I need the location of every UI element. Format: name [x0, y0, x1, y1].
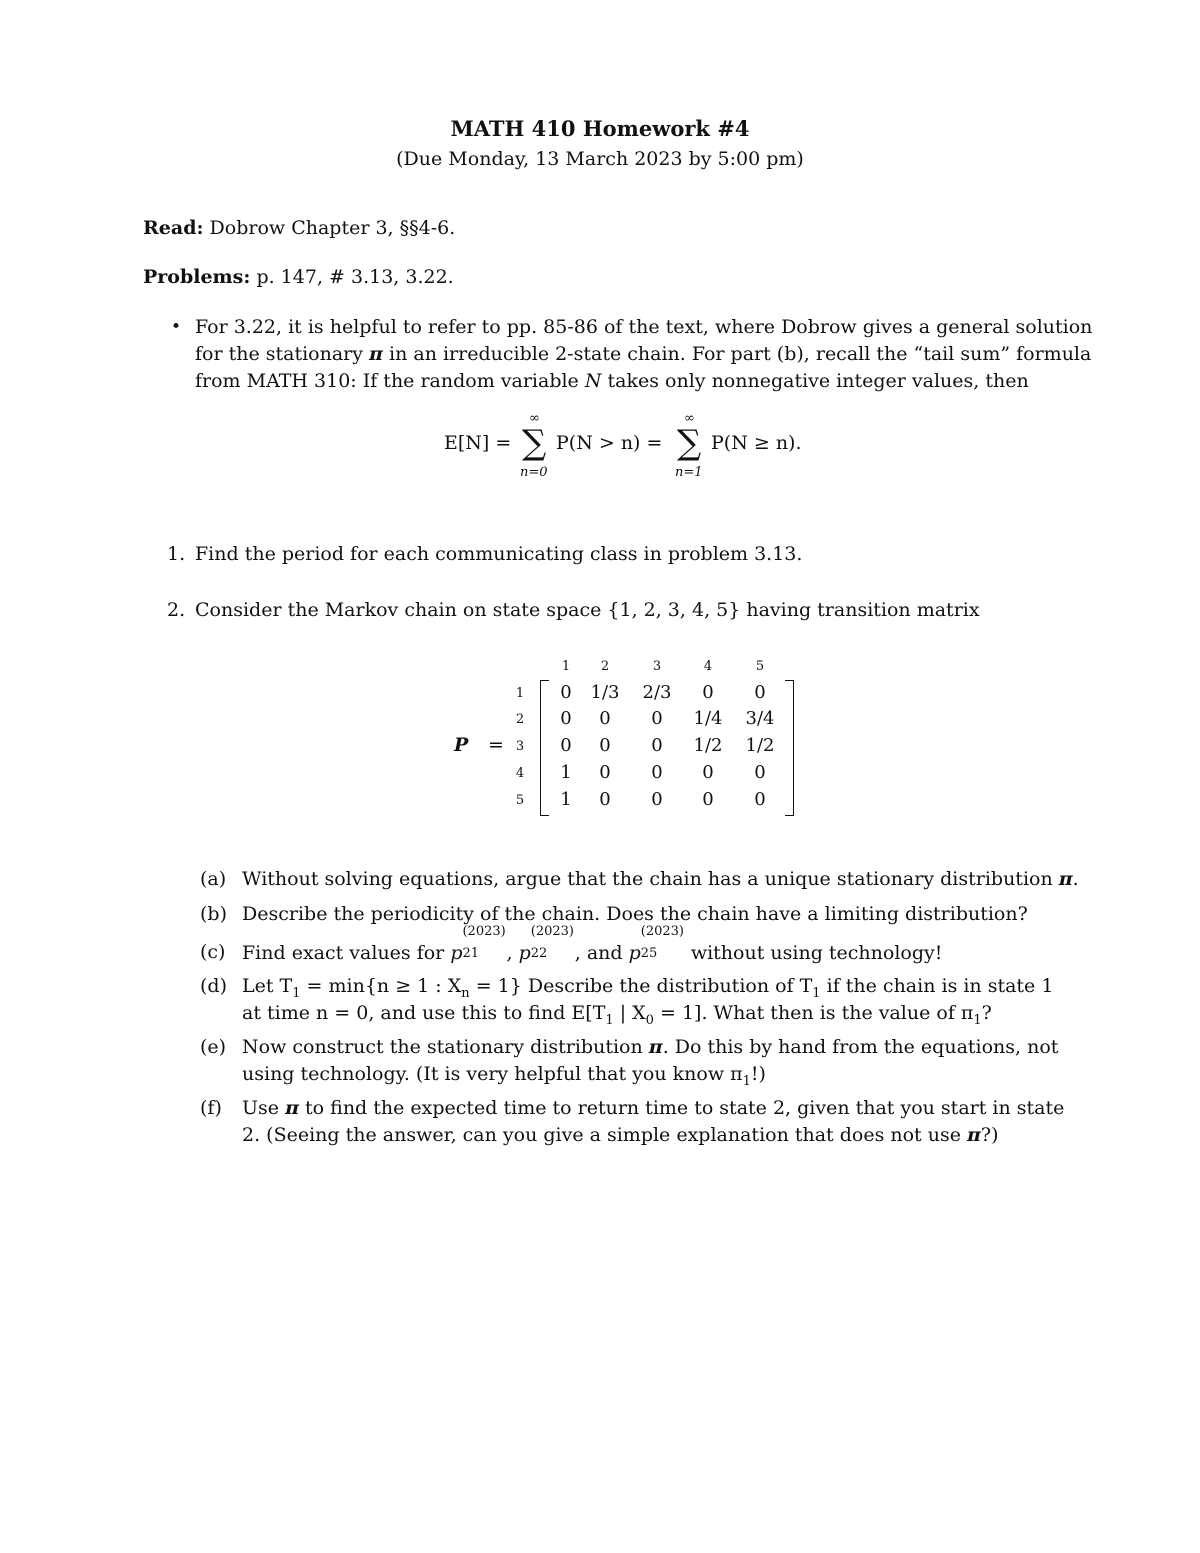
- problems-text: p. 147, # 3.13, 3.22.: [256, 266, 454, 288]
- matrix-cell: 1/3: [590, 682, 620, 703]
- matrix-row-label: 4: [515, 766, 525, 781]
- matrix-cell: 0: [651, 708, 663, 729]
- matrix-right-bracket: [785, 680, 794, 816]
- matrix-cell: 1/2: [745, 735, 775, 756]
- sum2-sigma: ∑: [677, 423, 702, 463]
- matrix-equals: =: [488, 734, 504, 756]
- matrix-cell: 0: [560, 735, 572, 756]
- matrix-cell: 0: [702, 682, 714, 703]
- matrix-cell: 0: [702, 789, 714, 810]
- sum2-lower: n=1: [675, 465, 703, 480]
- formula-term2: P(N ≥ n).: [711, 432, 802, 454]
- matrix-cell: 0: [599, 789, 611, 810]
- matrix-cell: 0: [754, 789, 766, 810]
- matrix-col-label: 3: [652, 659, 662, 674]
- matrix-cell: 0: [754, 682, 766, 703]
- bullet-line-2: for the stationary π in an irreducible 2-state chain. For part (b), recall the “tail sum” formula: [195, 343, 1092, 365]
- formula-lhs: E[N] =: [444, 432, 512, 454]
- header: [0, 114, 1200, 174]
- matrix-cell: 1/2: [693, 735, 723, 756]
- due-date: (Due Monday, 13 March 2023 by 5:00 pm): [396, 148, 804, 170]
- matrix-label: P: [454, 734, 469, 756]
- matrix-row-label: 3: [515, 739, 525, 754]
- bullet-line-1: For 3.22, it is helpful to refer to pp. 85-86 of the text, where Dobrow gives a general solution: [195, 316, 1093, 338]
- matrix-cell: 1/4: [693, 708, 723, 729]
- matrix-row-label: 2: [515, 712, 525, 727]
- problems-line: [143, 264, 454, 291]
- bullet-line-3: from MATH 310: If the random variable N takes only nonnegative integer values, then: [195, 370, 1029, 392]
- matrix-col-label: 2: [600, 659, 610, 674]
- matrix-col-label: 5: [755, 659, 765, 674]
- matrix-cell: 1: [560, 762, 572, 783]
- matrix-col-label: 4: [703, 659, 713, 674]
- matrix-cell: 0: [651, 789, 663, 810]
- tail-sum-formula: [0, 410, 1200, 490]
- problems-label: Problems:: [143, 266, 251, 288]
- page-title: MATH 410 Homework #4: [450, 116, 750, 141]
- read-line: [143, 215, 455, 242]
- read-label: Read:: [143, 217, 204, 239]
- transition-matrix: [430, 654, 830, 824]
- matrix-row-label: 5: [515, 793, 525, 808]
- matrix-cell: 0: [702, 762, 714, 783]
- matrix-cell: 2/3: [642, 682, 672, 703]
- matrix-cell: 0: [560, 708, 572, 729]
- matrix-cell: 0: [599, 735, 611, 756]
- sum1-upper: ∞: [529, 411, 540, 426]
- matrix-row-label: 1: [515, 686, 525, 701]
- matrix-cell: 0: [651, 762, 663, 783]
- sum1-lower: n=0: [520, 465, 548, 480]
- matrix-cell: 0: [651, 735, 663, 756]
- matrix-cell: 0: [754, 762, 766, 783]
- matrix-cell: 1: [560, 789, 572, 810]
- formula-term1: P(N > n) =: [556, 432, 663, 454]
- sum2-upper: ∞: [684, 411, 695, 426]
- matrix-cell: 0: [599, 708, 611, 729]
- matrix-cell: 3/4: [745, 708, 775, 729]
- homework-page: MATH 410 Homework #4 (Due Monday, 13 March 2023 by 5:00 pm) Read: Dobrow Chapter 3, §§4-6. Problems: p. 147, # 3.13, 3.22. • For 3.22, it is helpful to refer to pp. 85-86 of the text, where Dobrow gives a general solution for the stationary π in an irreducible 2-state chain. For part (b), recall the “tail sum” formula from MATH 310: If the random variable N takes only nonnegative integer values, then E[N] = ∞ ∑ n=0 P(N > n) = ∞ ∑ n=1 P(N ≥ n). 1. Find the period for each communicating class in problem 3.13. 2. Consider the Markov chain on state space {1, 2, 3, 4, 5} having transition matrix P = 1 2 3 4 5 1 2 3 4 5 0 1/3 2/3 0 0 0 0 0 1/4 3/4 0 0 0 1/2 1/2 1 0 0 0 0 1 0 0 0 0 (a) Without solving equations, argue that the chain has a unique stationary distribution π. (b) Describe the periodicity of the chain. Does the chain have a limiting distribution? (c) Find exact values for p (2023) 21 , p (2023) 22 , and p (2023) 25 without using technology! (d) Let $T_1 = \min\{n \ge 1$ : $X_n = 1$} Describe the distribution of $T_1$ if the chain is in state 1 at time n = 0, and use this to find $E[T_1$ | $X_0 = 1$]. What then is the value of $\pi_1$? (e) Now construct the stationary distribution π. Do this by hand from the equations, not using technology. (It is very helpful that you know $\pi_1$!) (f) Use π to find the expected time to return time to state 2, given that you start in state 2. (Seeing the answer, can you give a simple explanation that does not use π?): [0, 0, 1200, 1553]
- read-text: Dobrow Chapter 3, §§4-6.: [209, 217, 456, 239]
- matrix-col-label: 1: [561, 659, 571, 674]
- matrix-cell: 0: [560, 682, 572, 703]
- bullet-icon: •: [171, 317, 182, 337]
- matrix-cell: 0: [599, 762, 611, 783]
- sum1-sigma: ∑: [522, 423, 547, 463]
